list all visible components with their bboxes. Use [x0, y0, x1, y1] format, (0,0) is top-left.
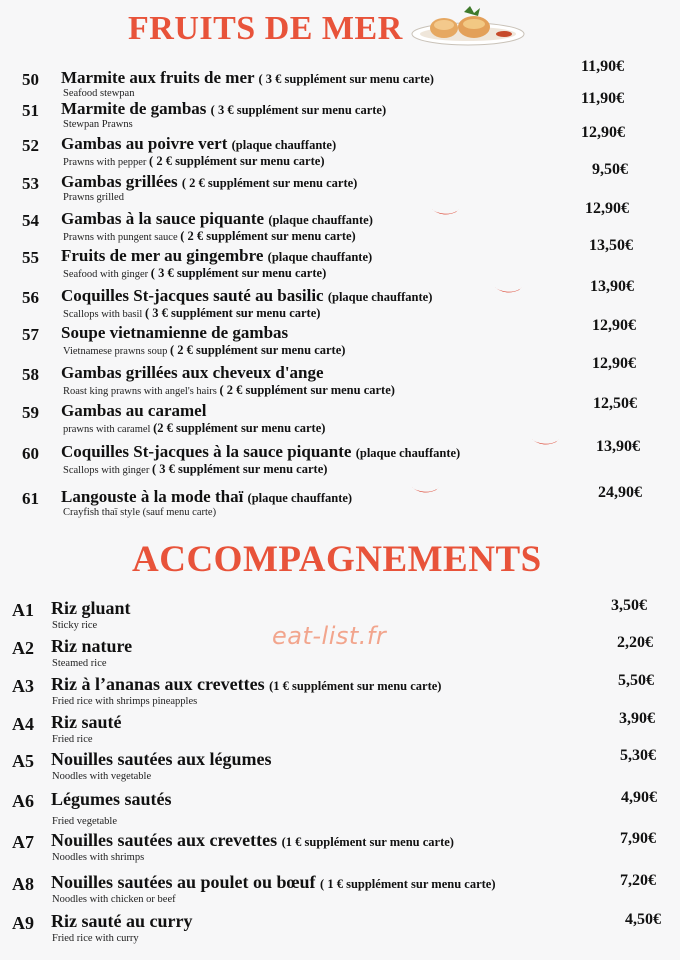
seafood-section-title: FRUITS DE MER	[128, 10, 403, 47]
item-number: 59	[22, 403, 39, 422]
item-translation-text: prawns with caramel	[63, 424, 151, 435]
item-name	[61, 487, 352, 507]
item-translation	[63, 192, 124, 203]
item-price: 2,20€	[617, 634, 653, 651]
item-translation	[63, 343, 345, 358]
item-supplement: ( 3 € supplément sur menu carte)	[150, 266, 327, 280]
item-name-text: Riz nature	[51, 636, 133, 656]
item-price: 12,90€	[592, 317, 636, 334]
item-number: 50	[22, 70, 39, 89]
item-note: (plaque chauffante)	[268, 213, 373, 227]
item-name	[51, 872, 496, 893]
item-number: 55	[22, 248, 39, 267]
item-translation-text: Prawns grilled	[63, 192, 124, 203]
item-translation	[63, 88, 134, 99]
sides-section-title: ACCOMPAGNEMENTS	[132, 539, 542, 580]
item-translation	[63, 229, 356, 244]
item-translation: Noodles with shrimps	[52, 852, 145, 863]
item-price: 3,50€	[611, 597, 647, 614]
item-price: 11,90€	[581, 58, 625, 75]
item-name-text: Gambas au poivre vert	[61, 134, 228, 153]
item-name	[51, 830, 454, 851]
item-translation-text: Prawns with pungent sauce	[63, 232, 178, 243]
item-price: 3,90€	[619, 710, 655, 727]
item-note: (plaque chauffante)	[327, 290, 433, 304]
item-name	[61, 363, 324, 383]
item-translation	[63, 306, 320, 321]
item-name-text: Nouilles sautées aux crevettes	[51, 830, 278, 850]
item-number: A8	[12, 874, 34, 894]
item-name	[61, 172, 357, 192]
item-translation	[63, 383, 395, 398]
item-number: A6	[12, 791, 34, 811]
item-supplement: ( 2 € supplément sur menu carte)	[169, 343, 346, 357]
item-number: 61	[22, 489, 39, 508]
item-name	[51, 712, 122, 733]
item-note: (1 € supplément sur menu carte)	[281, 835, 454, 849]
item-name-text: Marmite aux fruits de mer	[61, 68, 255, 87]
item-price: 4,50€	[625, 911, 661, 928]
item-name	[51, 789, 172, 810]
item-translation: Noodles with vegetable	[52, 771, 152, 782]
item-number: 57	[22, 325, 39, 344]
item-price: 5,30€	[620, 747, 656, 764]
item-name-text: Riz sauté au curry	[51, 911, 193, 931]
item-number: A5	[12, 751, 34, 771]
item-name	[61, 99, 386, 119]
chili-pepper-icon	[530, 436, 560, 448]
item-name-text: Langouste à la mode thaï	[61, 487, 244, 506]
item-name-text: Riz sauté	[51, 712, 122, 732]
item-number: A3	[12, 676, 34, 696]
item-price: 11,90€	[581, 90, 625, 107]
item-price: 13,90€	[590, 278, 634, 295]
item-price: 5,50€	[618, 672, 654, 689]
item-name-text: Soupe vietnamienne de gambas	[61, 323, 289, 342]
item-number: A2	[12, 638, 34, 658]
item-name	[61, 442, 460, 462]
item-note: (plaque chauffante)	[355, 446, 461, 460]
item-translation	[63, 507, 216, 518]
item-translation	[63, 154, 324, 169]
item-supplement: ( 2 € supplément sur menu carte)	[219, 383, 395, 397]
item-name-text: Légumes sautés	[51, 789, 172, 809]
item-number: A9	[12, 913, 34, 933]
item-translation	[63, 421, 325, 436]
item-name	[61, 68, 434, 88]
item-name-text: Riz gluant	[51, 598, 131, 618]
item-name-text: Marmite de gambas	[61, 99, 207, 118]
item-number: 60	[22, 444, 39, 463]
item-translation-text: Scallops with basil	[63, 309, 143, 320]
item-translation	[63, 119, 133, 130]
item-translation-text: Prawns with pepper	[63, 157, 147, 168]
item-name-text: Coquilles St-jacques à la sauce piquante	[61, 442, 352, 461]
item-translation-text: Stewpan Prawns	[63, 119, 133, 130]
item-translation-text: Crayfish thaï style (sauf menu carte)	[63, 507, 217, 518]
item-name-text: Gambas grillées	[61, 172, 178, 191]
item-note: (plaque chauffante)	[267, 250, 373, 264]
item-name	[61, 323, 288, 343]
item-name-text: Gambas à la sauce piquante	[61, 209, 265, 228]
chili-pepper-icon	[410, 484, 440, 496]
item-translation: Steamed rice	[52, 658, 107, 669]
item-translation: Fried rice	[52, 734, 93, 745]
item-translation-text: Scallops with ginger	[63, 465, 150, 476]
item-name	[61, 246, 372, 266]
item-name	[51, 598, 131, 619]
item-note: (1 € supplément sur menu carte)	[269, 679, 442, 693]
item-translation-text: Seafood with ginger	[63, 269, 149, 280]
item-name-text: Nouilles sautées aux légumes	[51, 749, 272, 769]
item-name	[61, 401, 206, 421]
item-price: 12,90€	[592, 355, 636, 372]
item-name	[51, 636, 132, 657]
item-name-text: Gambas grillées aux cheveux d'ange	[61, 363, 324, 382]
item-number: A1	[12, 600, 34, 620]
item-note: ( 1 € supplément sur menu carte)	[320, 877, 496, 891]
item-name-text: Nouilles sautées au poulet ou bœuf	[51, 872, 316, 892]
seafood-plate-image	[408, 4, 528, 48]
watermark: eat-list.fr	[272, 622, 387, 650]
item-note: (plaque chauffante)	[231, 138, 337, 152]
item-supplement: (2 € supplément sur menu carte)	[153, 421, 326, 435]
item-number: 53	[22, 174, 39, 193]
item-price: 13,90€	[596, 438, 640, 455]
item-note: ( 3 € supplément sur menu carte)	[258, 72, 434, 86]
item-price: 4,90€	[621, 789, 657, 806]
item-note: (plaque chauffante)	[247, 491, 353, 505]
item-note: ( 3 € supplément sur menu carte)	[210, 103, 387, 117]
item-supplement: ( 3 € supplément sur menu carte)	[144, 306, 321, 320]
item-translation: Noodles with chicken or beef	[52, 894, 176, 905]
item-number: 58	[22, 365, 39, 384]
item-price: 12,50€	[593, 395, 637, 412]
item-name	[51, 674, 441, 695]
item-number: A4	[12, 714, 34, 734]
item-number: 51	[22, 101, 39, 120]
item-translation-text: Roast king prawns with angel's hairs	[63, 386, 217, 397]
item-number: 54	[22, 211, 39, 230]
item-name-text: Gambas au caramel	[61, 401, 207, 420]
item-supplement: ( 2 € supplément sur menu carte)	[180, 229, 356, 243]
item-translation: Sticky rice	[52, 620, 98, 631]
item-number: 56	[22, 288, 39, 307]
item-price: 7,20€	[620, 872, 656, 889]
item-price: 24,90€	[598, 484, 642, 501]
item-name	[61, 286, 432, 306]
item-supplement: ( 3 € supplément sur menu carte)	[151, 462, 328, 476]
item-name-text: Coquilles St-jacques sauté au basilic	[61, 286, 324, 305]
item-name-text: Fruits de mer au gingembre	[61, 246, 264, 265]
item-name	[61, 134, 336, 154]
item-name	[61, 209, 373, 229]
item-price: 12,90€	[585, 200, 629, 217]
item-translation: Fried vegetable	[52, 816, 118, 827]
item-price: 12,90€	[581, 124, 625, 141]
item-supplement: ( 2 € supplément sur menu carte)	[149, 154, 325, 168]
item-name	[51, 749, 272, 770]
item-number: A7	[12, 832, 34, 852]
item-name-text: Riz à l’ananas aux crevettes	[51, 674, 265, 694]
item-translation-text: Seafood stewpan	[63, 88, 135, 99]
item-translation	[63, 462, 327, 477]
item-translation: Fried rice with shrimps pineapples	[52, 696, 198, 707]
item-price: 7,90€	[620, 830, 656, 847]
item-price: 13,50€	[589, 237, 633, 254]
item-translation-text: Vietnamese prawns soup	[63, 346, 168, 357]
item-translation	[63, 266, 326, 281]
chili-pepper-icon	[493, 284, 523, 296]
item-number: 52	[22, 136, 39, 155]
item-note: ( 2 € supplément sur menu carte)	[181, 176, 358, 190]
item-price: 9,50€	[592, 161, 628, 178]
item-name	[51, 911, 192, 932]
chili-pepper-icon	[430, 206, 460, 218]
item-translation: Fried rice with curry	[52, 933, 139, 944]
